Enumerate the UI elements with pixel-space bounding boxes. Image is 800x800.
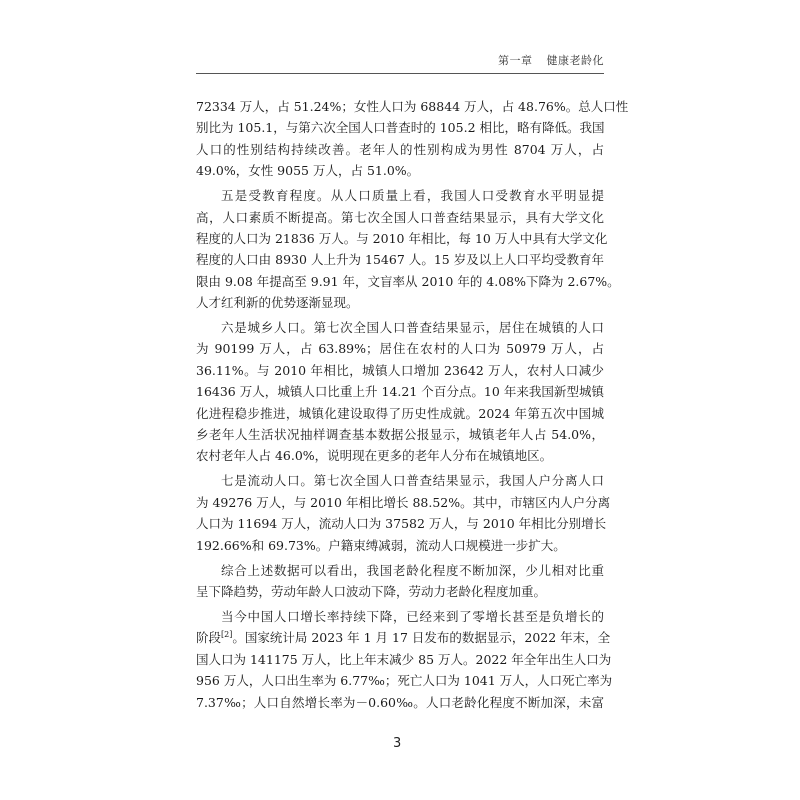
text-line: 当今中国人口增长率持续下降，已经来到了零增长甚至是负增长的	[221, 608, 604, 624]
text-line: 为 90199 万人，占 63.89%；居住在农村的人口为 50979 万人，占	[196, 341, 604, 357]
text-line: 综合上述数据可以看出，我国老龄化程度不断加深，少儿相对比重	[221, 562, 604, 578]
text-fragment: 阶段	[196, 630, 222, 646]
paragraph-population-growth	[196, 606, 613, 713]
text-fragment: 。国家统计局 2023 年 1 月 17 日发布的数据显示，2022 年末，全	[232, 630, 611, 646]
text-line: 呈下降趋势，劳动年龄人口波动下降，劳动力老龄化程度加重。	[196, 583, 547, 599]
running-head	[498, 52, 604, 68]
paragraph-summary	[196, 560, 604, 603]
text-line: 人口的性别结构持续改善。老年人的性别构成为男性 8704 万人，占	[196, 141, 604, 157]
text-line: 六是城乡人口。第七次全国人口普查结果显示，居住在城镇的人口	[221, 320, 604, 336]
text-line: 七是流动人口。第七次全国人口普查结果显示，我国人户分离人口	[221, 473, 604, 489]
text-line: 7.37‰；人口自然增长率为－0.60‰。人口老龄化程度不断加深，未富	[196, 694, 604, 710]
text-line: 192.66%和 69.73%。户籍束缚减弱，流动人口规模进一步扩大。	[196, 537, 566, 553]
text-line: 36.11%。与 2010 年相比，城镇人口增加 23642 万人，农村人口减少	[196, 362, 604, 378]
text-line: 人才红利新的优势逐渐显现。	[196, 295, 359, 311]
text-line: 16436 万人，城镇人口比重上升 14.21 个百分点。10 年来我国新型城镇	[196, 384, 604, 400]
text-line: 程度的人口为 21836 万人。与 2010 年相比，每 10 万人中具有大学文化	[196, 230, 608, 246]
text-line: 高，人口素质不断提高。第七次全国人口普查结果显示，具有大学文化	[196, 209, 604, 225]
text-line-with-citation	[196, 627, 611, 648]
body-text	[196, 96, 629, 713]
text-line: 限由 9.08 年提高至 9.91 年，文盲率从 2010 年的 4.08%下降为 2.67%。	[196, 273, 620, 289]
text-line: 农村老年人占 46.0%，说明现在更多的老年人分布在城镇地区。	[196, 448, 553, 464]
text-line: 人口为 11694 万人，流动人口为 37582 万人，与 2010 年相比分别增长	[196, 516, 607, 532]
header-rule	[196, 73, 604, 74]
citation-ref[interactable]: [2]	[221, 630, 233, 640]
text-line: 别比为 105.1，与第六次全国人口普查时的 105.2 相比，略有降低。我国	[196, 120, 605, 136]
text-line: 化进程稳步推进，城镇化建设取得了历史性成就。2024 年第五次中国城	[196, 405, 604, 421]
paragraph-urban-rural	[196, 317, 604, 467]
chapter-number: 第一章	[498, 54, 533, 67]
text-line: 49.0%，女性 9055 万人，占 51.0%。	[196, 163, 420, 179]
paragraph-education	[196, 185, 620, 313]
text-line: 五是受教育程度。从人口质量上看，我国人口受教育水平明显提	[221, 188, 604, 204]
text-line: 乡老年人生活状况抽样调查基本数据公报显示，城镇老年人占 54.0%，	[196, 427, 604, 443]
paragraph-migration	[196, 470, 611, 556]
text-line: 956 万人，人口出生率为 6.77‰；死亡人口为 1041 万人，人口死亡率为	[196, 673, 613, 689]
text-line: 为 49276 万人，与 2010 年相比增长 88.52%。其中，市辖区内人户分离	[196, 494, 611, 510]
text-line: 72334 万人，占 51.24%；女性人口为 68844 万人，占 48.76%。总人口性	[196, 99, 629, 114]
page-number: 3	[393, 736, 402, 751]
paragraph-gender-ratio	[196, 96, 629, 182]
text-line: 程度的人口由 8930 人上升为 15467 人。15 岁及以上人口平均受教育年	[196, 252, 604, 268]
text-line: 国人口为 141175 万人，比上年末减少 85 万人。2022 年全年出生人口为	[196, 651, 612, 667]
chapter-title: 健康老龄化	[546, 54, 604, 67]
